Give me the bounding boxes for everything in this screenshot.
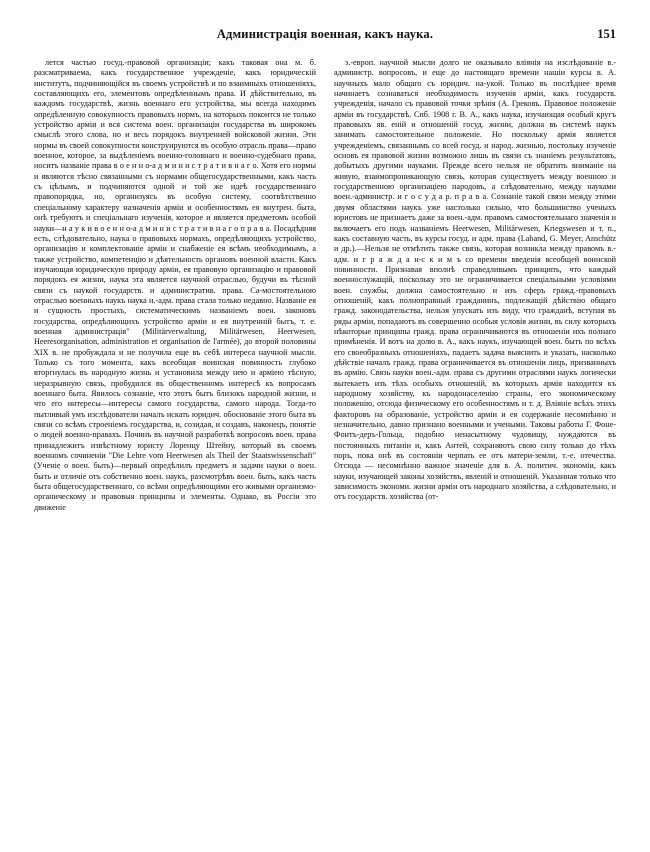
- paragraph: з.-европ. научной мысли долго не оказывало вліянія на изслѣдованіе в.-администр. вопросовъ, и еще до настоящаго времени нашіи курсы в. А. научныхъ мало общаго съ юридич. на-укой. Только въ послѣднее время начинаетъ сознаваться необходимость изученія арміи, какъ государств. учрежденія, начало съ правовой точки зрѣнія (А. Грековъ. Правовое положеніе арміи въ государствѣ. Спб. 1908 г. В. А., какъ наука, изучающая особый кругъ правовыхъ яв. еній и отношеній госуд. жизни, должна въ системѣ наукъ занимать самостоятельное положеніе. Но поскольку армія является учрежденіемъ, связаннымъ со всей госуд. и народ. жизнью, постольку изученіе основъ ея правовой жизни возможно лишь въ связи съ знаніемъ результатовъ, добытыхъ другими науками. Прежде всего нельзя не обратить вниманіе на живую, взаимопроникающую связь, которая существуетъ между военною и государственною организаціею народовъ, а слѣдовательно, между науками воен.-администр. и г о с у д а р. п р а в а. Сознаніе такой связи между этими двумя областями наукъ уже настолько сильно, что большинство ученыхъ юристовъ не признаетъ даже за воен.-адм. правомъ самостоятельнаго значенія и включаетъ его подъ названіемъ Heerwesen, Militärwesen, Kriegswesen и т. п., какъ составную часть, въ курсы госуд. и адм. права (Laband, G. Meyer, Anschütz и др.).—Нельзя не отмѣтить также связь, которая возникла между правомъ в.-адм. и г р а ж д а н-с к и м ъ со времени введенія всеобщей воинской повинности. Признавая вполнѣ справедливымъ принципъ, что каждый военнослужащій, поскольку это не ограничивается спеціальными условіями воен. службы, должна самостоятельно и изъ сферъ гражд.-правовыхъ отношеній, какъ полноправный гражданинъ, подлежащій дѣйствію общаго гражд. законодательства, нельзя упускать изъ виду, что гражданѣ, вступая въ ряды арміи, попадаютъ въ совершенно особыя условія жизни, въ силу которыхъ нѣкоторые принципы гражд. права ограничиваются въ отношеніи ихъ полнаго примѣненія. И вотъ на долю в. А., какъ наукъ, изучающей воен. бытъ по всѣхъ его своеобразныхъ отношеніяхъ, падаетъ задача выяснить и указать, насколько дѣйствіе началъ гражд. права ограничивается въ отношеніи лицъ, призванныхъ въ армію. Связь науки воен.-адм. права съ другими отраслями наукъ логически вытекаетъ изъ тѣхъ особыхъ отношеній, въ которыхъ армія находится къ народному хозяйству, къ народонаселенію страны, его экономическому положенію, отсюда физическому его особенностямъ и т. д. Вліяніе всѣхъ этихъ факторовъ на образованіе, устройство арміи и ея содержаніе несомнѣнно и незначительно, давно признано военными и учеными. Таковы работы Г. Фоне-Фонтъ-деръ-Гольца, подобно ненасытному чудовищу, нуждаются въ постоянныхъ питаніи и, какъ Антей, сохраняютъ свою силу только до тѣхъ поръ, пока онѣ въ состояніи черпать ее отъ матери-земли, т.-е. отечества. Отсюда — несомнѣнно важное значеніе для в. А. политич. экономіи, какъ науки, изучающей законы хозяйствъ, явленій и отношеній. Указанная только что зависимость экономи. жизни арміи отъ народнаго хозяйства, а слѣдовательно, и отъ государств. хозяйства (от-: [334, 58, 616, 502]
- text-columns: [34, 58, 616, 848]
- paragraph: лется частью госуд.-правовой организаціи; какъ таковая она м. б. разсматриваема, какъ государственное учрежденіе, какъ юридическій институтъ, подчиняющійся въ своемъ устройствѣ и по взаимныхъ отношеніяхъ, составляющихъ его, элементовъ опредѣленнымъ права. И дѣйствительно, въ каждомъ государствѣ, жизнь военнаго его устройства, мы всегда находимъ опредѣленную совокупность правовыхъ нормъ, на которыхъ покоится не только устройство арміи и вся система воен. организаціи государства въ широкомъ смыслѣ этого слова, но и весь порядокъ внутренней войсковой жизни. Эти нормы въ своей совокупности конструируются въ особую отрасль права—право военное, которое, за выдѣленіемъ военно-головнаго и военно-судебнаго права, носитъ названіе права в о е н н о-а д м и н и с т р а т и в н а г о. Хотя его нормы и являются тѣсно связанными съ нормами общегосударственными, какъ часть съ цѣлымъ, и подчиняются одной и той же идеѣ государственнаго правопорядка, но, организуясь въ особую систему, соотвѣтственно спеціальному характеру назначенія арміи и особенностямъ ея внутрен. быта, онѣ требуютъ и спеціальнаго изученія, которое и является предметомъ особой науки—н а у к и в о е н н о-а д м и н и с т р а т и в н а г о п р а в а. Посадѣдняя есть, слѣдовательно, наука о правовыхъ нормахъ, опредѣляющихъ устройство, организацію и комплектованіе арміи и снабженіе ея всѣмъ необходимымъ, а также устройство, компетенцію и дѣятельность органовъ военной власти. Какъ изучающая юридическую природу арміи, ея правовую организацію и правовой порядокъ ея жизни, наука эта является научной отраслью, будучи въ тѣсной связи съ наукой государств. и административ. права. Са-мостоятельною отраслью военныхъ наукъ наука н.-адм. права стала только недавно. Названіе ея и сущность простыхъ, систематическимъ названіемъ воен. законовъ государства, опредѣляющихъ устройство арміи и ея внутренній бытъ, т. е. военная администрація" (Militärverwaltung, Militärwesen, Heerwesen, Heeresorganisation, administration et organisation de l'armée), до второй половины XIX в. не пробуждала и не получила еще въ себѣ интереса научной мысли. Только съ того момента, какъ всеобщая воинская повинность глубоко вторгнулась въ народную жизнь и установила между нею и арміею тѣсную, неразрывную связь, пробудился въ общественномъ интересѣ къ вопросамъ военнаго быта. Явилось сознаніе, что этотъ бытъ близокъ народной жизни, и что его интересы—интересы самого государства, самого народа. Тогда-то пытливый умъ изслѣдователи началъ искать юридич. обоснованіе этого быта въ связи со всѣмъ строеніемъ государства, и, созидая, и создавъ, наконецъ, понятіе о людей военно-правахъ. Починъ въ научной разработкѣ вопросовъ воен. права принадлежитъ извѣстному юристу Лоренцу Штейну, который въ своемъ военномъ сочиненіи "Die Lehre vom Heerwesen als Theil der Staatswissenschaft" (Ученіе о воен. быть)—первый опредѣлилъ предметъ и задачи науки о воен. быть и отличіе отъ собственно воен. наукъ, разсмотрѣвъ воен. быть, какъ часть быта общегосударственнаго, со всѣми опредѣляющими его живыми организмо-органическому и правовыя принципы и элементы. Однако, въ Россіи это движеніе: [34, 58, 316, 512]
- column-left: [34, 58, 316, 848]
- page-title: Администрація военная, какъ наука.: [216, 27, 434, 41]
- page-header: [34, 26, 616, 48]
- column-right: [334, 58, 616, 848]
- page-number: 151: [597, 27, 616, 41]
